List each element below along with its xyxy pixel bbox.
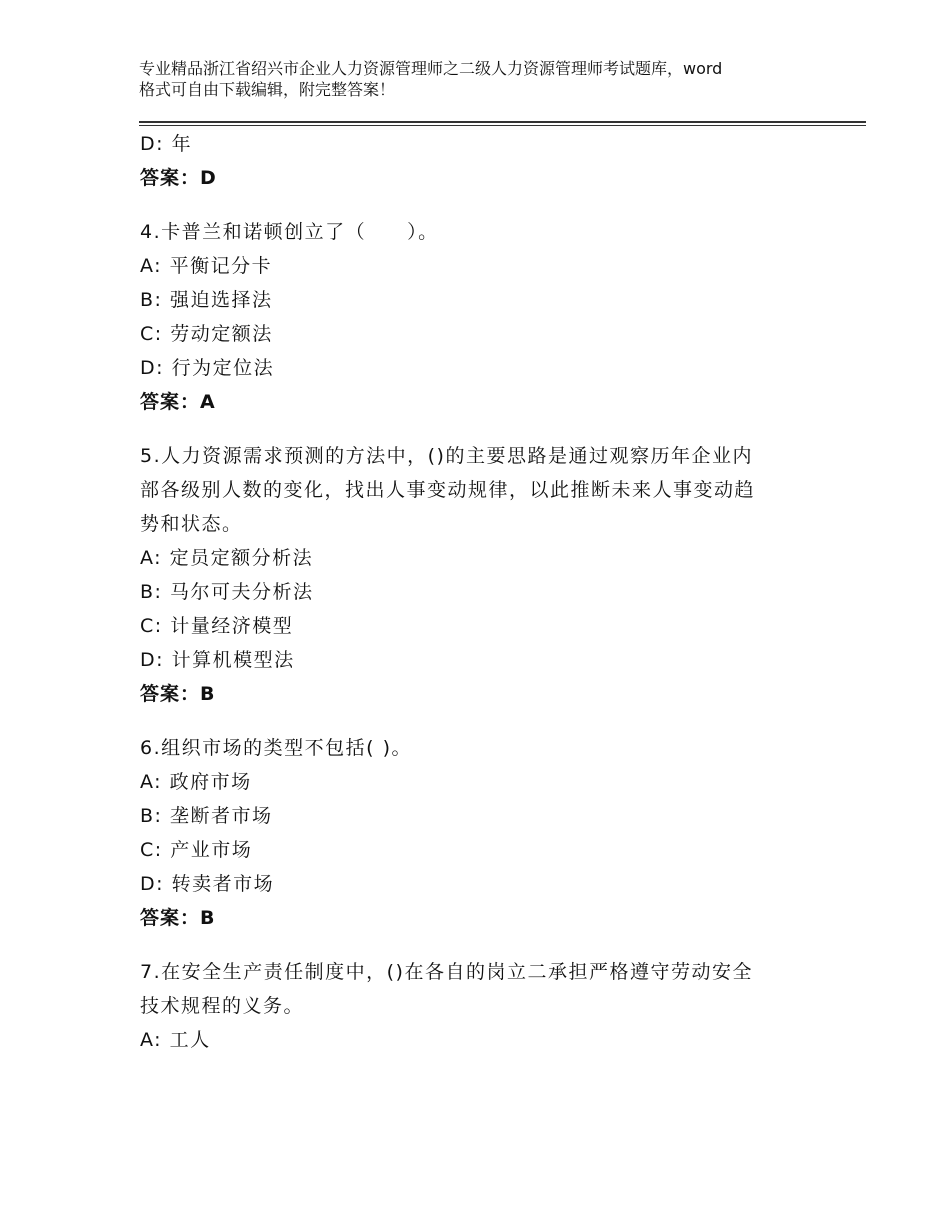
option-c: C: 计量经济模型 — [140, 615, 294, 637]
header-line-1: 专业精品浙江省绍兴市企业人力资源管理师之二级人力资源管理师考试题库，word — [139, 59, 723, 78]
option-d: D: 行为定位法 — [140, 357, 275, 379]
option-a: A: 定员定额分析法 — [140, 547, 314, 569]
option-b: B: 强迫选择法 — [140, 289, 273, 311]
option-b: B: 马尔可夫分析法 — [140, 581, 314, 603]
option-a: A: 工人 — [140, 1029, 211, 1051]
option-c: C: 劳动定额法 — [140, 323, 273, 345]
answer: 答案：D — [140, 167, 217, 189]
question-content — [140, 127, 840, 1057]
answer: 答案：A — [140, 391, 216, 413]
question-stem-line: 部各级别人数的变化，找出人事变动规律，以此推断未来人事变动趋 — [140, 479, 756, 501]
header-divider-thick — [139, 121, 866, 123]
option-d: D: 转卖者市场 — [140, 873, 275, 895]
question-4 — [140, 215, 840, 419]
question-stem: 4.卡普兰和诺顿创立了（ ）。 — [140, 221, 439, 243]
question-stem-line: 势和状态。 — [140, 513, 243, 535]
option-a: A: 平衡记分卡 — [140, 255, 273, 277]
document-header — [139, 58, 839, 100]
option-a: A: 政府市场 — [140, 771, 252, 793]
option-d: D: 计算机模型法 — [140, 649, 295, 671]
question-stem-line: 5.人力资源需求预测的方法中，()的主要思路是通过观察历年企业内 — [140, 445, 753, 467]
question-stem-line: 7.在安全生产责任制度中，()在各自的岗立二承担严格遵守劳动安全 — [140, 961, 753, 983]
answer: 答案：B — [140, 907, 216, 929]
question-6 — [140, 731, 840, 935]
header-line-2: 格式可自由下载编辑，附完整答案！ — [139, 80, 396, 99]
header-divider-thin — [139, 125, 866, 126]
question-5 — [140, 439, 840, 711]
option-d: D: 年 — [140, 133, 193, 155]
question-stem-line: 技术规程的义务。 — [140, 995, 305, 1017]
question-7 — [140, 955, 840, 1057]
option-b: B: 垄断者市场 — [140, 805, 273, 827]
option-c: C: 产业市场 — [140, 839, 253, 861]
answer: 答案：B — [140, 683, 216, 705]
question-stem: 6.组织市场的类型不包括( )。 — [140, 737, 412, 759]
